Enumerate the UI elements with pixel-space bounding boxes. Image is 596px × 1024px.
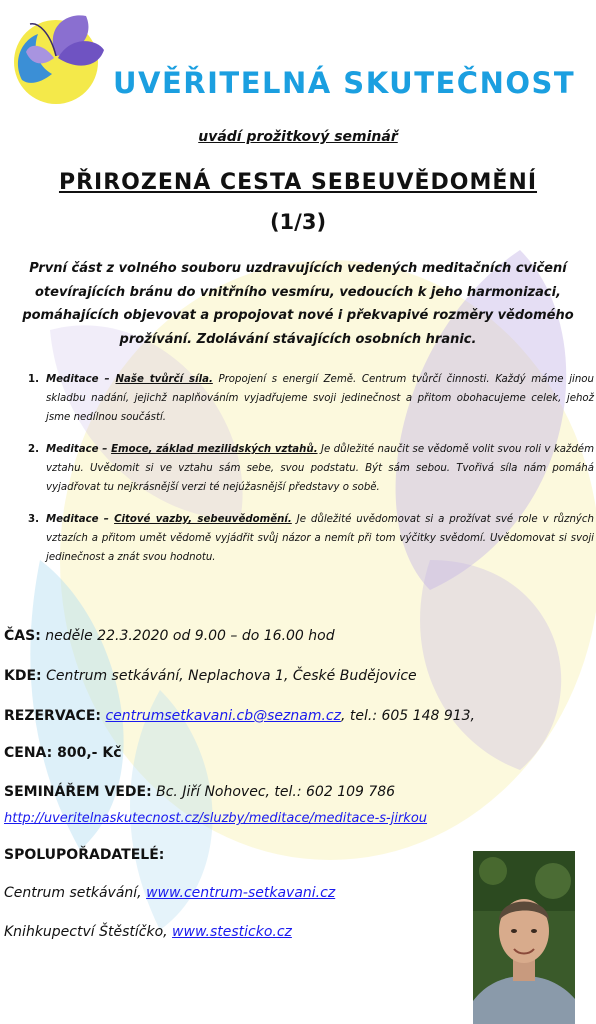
subtitle: uvádí prožitkový seminář xyxy=(198,129,398,145)
item-topic: Emoce, základ mezilidských vztahů. xyxy=(111,444,318,455)
time-label: ČAS: xyxy=(4,628,41,644)
seminar-title: PŘIROZENÁ CESTA SEBEUVĚDOMĚNÍ xyxy=(58,170,538,195)
time-value: neděle 22.3.2020 od 9.00 – do 16.00 hod xyxy=(40,628,335,644)
leader-photo xyxy=(473,851,575,1024)
place-row xyxy=(4,668,417,684)
leader-url-link[interactable]: http://uveritelnaskutecnost.cz/sluzby/meditace/meditace-s-jirkou xyxy=(4,811,428,826)
item-text: Je důležité naučit se vědomě volit svou roli v každém vztahu. Uvědomit si ve vztahu sám sebe, svou podstatu. Být sám sebou. Tvořivá síla nám pomáhá vyjadřovat tu nejkrásnější verzi té nejúžasnější představy o sobě. xyxy=(46,444,594,493)
coorganizer-name: Centrum setkávání, xyxy=(4,885,147,901)
time-row xyxy=(4,628,335,644)
organization-name: UVĚŘITELNÁ SKUTEČNOST xyxy=(113,66,576,100)
item-number: 1. xyxy=(28,374,39,385)
item-number: 2. xyxy=(28,444,39,455)
item-text: Je důležité uvědomovat si a prožívat své role v různých vztazích a přitom umět vědomě vyjádřit svůj názor a nemít při tom výčitky svědomí. Uvědomovat si svoji jedinečnost a znát svou hodnotu. xyxy=(46,514,594,563)
reservation-row xyxy=(4,708,475,724)
coorganizer-name: Knihkupectví Štěstíčko, xyxy=(4,924,173,940)
item-prefix: Meditace – xyxy=(46,514,115,525)
coorganizer-item xyxy=(4,924,292,940)
leader-label: SEMINÁŘEM VEDE: xyxy=(4,784,152,800)
leader-value: Bc. Jiří Nohovec, tel.: 602 109 786 xyxy=(151,784,396,800)
price-row xyxy=(4,745,122,761)
place-label: KDE: xyxy=(4,668,42,684)
coorganizer-link[interactable]: www.centrum-setkavani.cz xyxy=(146,885,336,901)
price-label: CENA: xyxy=(4,745,53,761)
coorganizer-link[interactable]: www.stesticko.cz xyxy=(172,924,292,940)
butterfly-logo-icon xyxy=(8,8,108,110)
price-value: 800,- Kč xyxy=(52,745,122,761)
coorganizers-label: SPOLUPOŘADATELÉ: xyxy=(4,847,165,863)
item-text: Propojení s energií Země. Centrum tvůrčí činnosti. Každý máme jinou skladbu nadání, jejichž naplňováním vyjadřujeme svoji jedinečnost a přitom obohacujeme celek, jehož jsme nedílnou součástí. xyxy=(46,374,594,423)
coorganizers-row xyxy=(4,847,164,863)
item-number: 3. xyxy=(28,514,39,525)
meditation-list xyxy=(28,370,594,580)
item-topic: Citové vazby, sebeuvědomění. xyxy=(114,514,292,525)
meditation-item xyxy=(28,510,594,567)
place-value: Centrum setkávání, Neplachova 1, České Budějovice xyxy=(41,668,417,684)
item-prefix: Meditace – xyxy=(46,374,116,385)
meditation-item xyxy=(28,440,594,497)
intro-paragraph: První část z volného souboru uzdravujících vedených meditačních cvičení otevírajících bránu do vnitřního vesmíru, vedoucích k jeho harmonizaci, pomáhajících objevovat a propojovat nové i překvapivé rozměry vědomého prožívání. Zdolávání stávajících osobních hranic. xyxy=(22,261,574,347)
reservation-label: REZERVACE: xyxy=(4,708,101,724)
leader-row xyxy=(4,784,395,800)
coorganizer-item xyxy=(4,885,335,901)
reservation-email-link[interactable]: centrumsetkavani.cb@seznam.cz xyxy=(105,708,341,724)
part-number: (1/3) xyxy=(269,210,327,234)
meditation-item xyxy=(28,370,594,427)
item-prefix: Meditace – xyxy=(46,444,112,455)
reservation-phone: , tel.: 605 148 913, xyxy=(340,708,476,724)
item-topic: Naše tvůrčí síla. xyxy=(115,374,213,385)
